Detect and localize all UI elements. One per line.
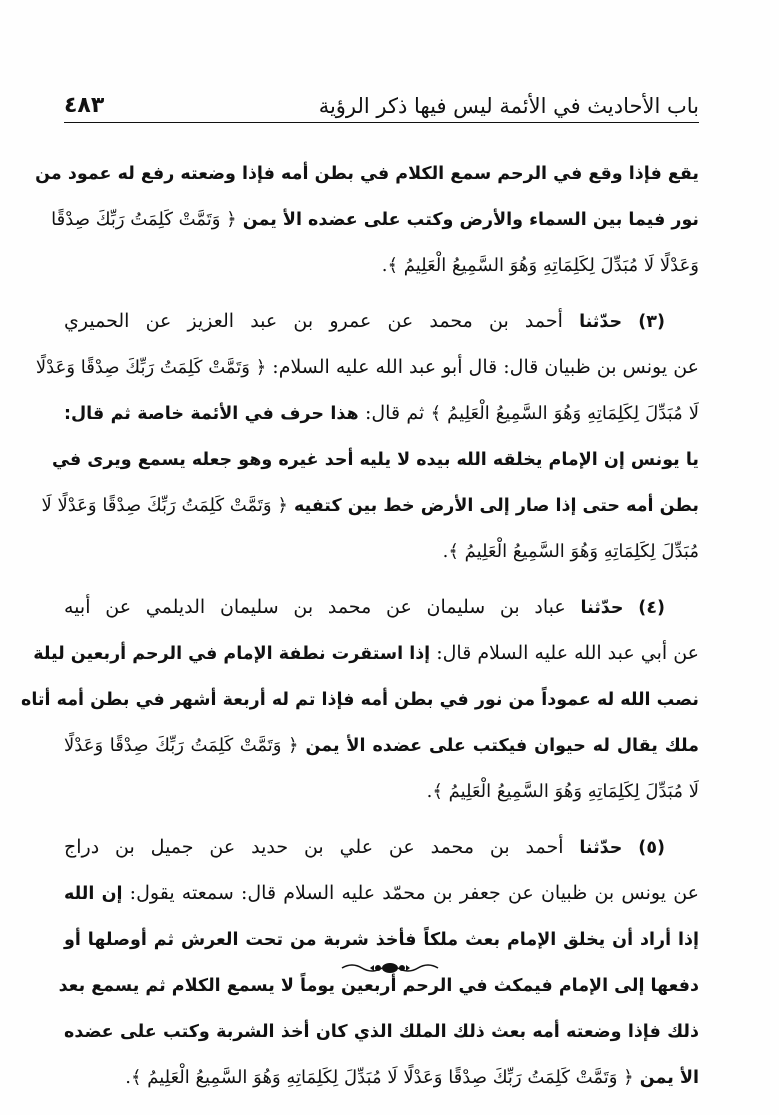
page-body bbox=[21, 150, 699, 1100]
text-line bbox=[52, 436, 699, 482]
running-header bbox=[64, 84, 699, 118]
text-line bbox=[64, 916, 699, 962]
text-line bbox=[64, 1054, 699, 1100]
hadith-number: (٥) bbox=[622, 838, 665, 858]
text-segment: عباد بن سليمان عن محمد بن سليمان الديلمي عن أبيه bbox=[64, 596, 581, 618]
text-segment: حدّثنا bbox=[580, 598, 624, 618]
paragraph-gap bbox=[64, 288, 699, 298]
paragraph-gap bbox=[64, 814, 699, 824]
quran-verse: ﴿ وَتَمَّتْ كَلِمَتُ رَبِّكَ صِدْقًا وَعَدْلًا bbox=[35, 357, 267, 378]
text-line bbox=[35, 150, 699, 196]
text-line bbox=[64, 242, 699, 288]
quran-verse: وَعَدْلًا لَا مُبَدِّلَ لِكَلِمَاتِهِ وَهُوَ السَّمِيعُ الْعَلِيمُ ﴾. bbox=[381, 255, 699, 276]
text-segment: عن يونس بن ظبيان عن جعفر بن محمّد عليه السلام قال: سمعته يقول: bbox=[122, 882, 699, 904]
text-line bbox=[64, 298, 699, 344]
quran-verse: لَا مُبَدِّلَ لِكَلِمَاتِهِ وَهُوَ السَّمِيعُ الْعَلِيمُ ﴾ bbox=[430, 403, 699, 424]
hadith-number: (٤) bbox=[623, 598, 665, 618]
text-segment: دفعها إلى الإمام فيمكث في الرحم أربعين يوماً لا يسمع الكلام ثم يسمع بعد bbox=[58, 976, 699, 996]
text-line bbox=[64, 722, 699, 768]
text-line bbox=[64, 390, 699, 436]
text-segment: ذلك فإذا وضعته أمه بعث ذلك الملك الذي كان أخذ الشربة وكتب على عضده bbox=[64, 1022, 699, 1042]
text-segment: أحمد بن محمد عن علي بن حديد عن جميل بن دراج bbox=[64, 836, 580, 858]
quran-verse: لَا مُبَدِّلَ لِكَلِمَاتِهِ وَهُوَ السَّمِيعُ الْعَلِيمُ ﴾. bbox=[426, 781, 699, 802]
text-line bbox=[33, 630, 699, 676]
paragraph-gap bbox=[64, 574, 699, 584]
page-number: ٤٨٣ bbox=[64, 93, 105, 118]
header-rule bbox=[64, 122, 699, 123]
text-line bbox=[41, 482, 699, 528]
text-segment: عن يونس بن ظبيان قال: قال أبو عبد الله عليه السلام: bbox=[266, 356, 699, 378]
text-line bbox=[51, 196, 699, 242]
hadith-number: (٣) bbox=[622, 312, 665, 332]
ornament-svg bbox=[340, 960, 440, 976]
text-segment: حدّثنا bbox=[579, 312, 623, 332]
text-line bbox=[64, 1008, 699, 1054]
paragraph bbox=[21, 584, 699, 814]
text-segment: إذا استقرت نطفة الإمام في الرحم أربعين ليلة bbox=[33, 644, 431, 664]
quran-verse: ﴿ وَتَمَّتْ كَلِمَتُ رَبِّكَ صِدْقًا وَعَدْلًا bbox=[64, 735, 299, 756]
chapter-title: باب الأحاديث في الأئمة ليس فيها ذكر الرؤية bbox=[318, 94, 699, 118]
text-segment: يقع فإذا وقع في الرحم سمع الكلام في بطن أمه فإذا وضعته رفع له عمود من bbox=[35, 164, 699, 184]
quran-verse: ﴿ وَتَمَّتْ كَلِمَتُ رَبِّكَ صِدْقًا bbox=[51, 209, 237, 230]
text-segment: ملك يقال له حيوان فيكتب على عضده الأ يمن bbox=[298, 736, 699, 756]
quran-verse: ﴿ وَتَمَّتْ كَلِمَتُ رَبِّكَ صِدْقًا وَعَدْلًا لَا bbox=[41, 495, 288, 516]
text-segment: هذا حرف في الأئمة خاصة ثم قال: bbox=[64, 404, 359, 424]
text-segment: إن الله bbox=[64, 884, 123, 904]
text-segment: حدّثنا bbox=[579, 838, 623, 858]
text-segment: أحمد بن محمد عن عمرو بن عبد العزيز عن الحميري bbox=[64, 310, 580, 332]
text-segment: يا يونس إن الإمام يخلقه الله بيده لا يليه أحد غيره وهو جعله يسمع ويرى في bbox=[52, 450, 699, 470]
text-line bbox=[64, 768, 699, 814]
quran-verse: ﴿ وَتَمَّتْ كَلِمَتُ رَبِّكَ صِدْقًا وَعَدْلًا لَا مُبَدِّلَ لِكَلِمَاتِهِ وَهُوَ السَّمِيعُ الْعَلِيمُ ﴾. bbox=[125, 1067, 634, 1088]
paragraph bbox=[35, 150, 699, 288]
text-segment: ثم قال: bbox=[358, 402, 431, 424]
text-segment: بطن أمه حتى إذا صار إلى الأرض خط بين كتفيه bbox=[287, 496, 699, 516]
text-segment: نصب الله له عموداً من نور في بطن أمه فإذا تم له أربعة أشهر في بطن أمه أتاه bbox=[21, 690, 699, 710]
text-line bbox=[64, 528, 699, 574]
text-line bbox=[64, 870, 699, 916]
text-line bbox=[64, 824, 699, 870]
text-line bbox=[64, 584, 699, 630]
text-segment: إذا أراد أن يخلق الإمام بعث ملكاً فأخذ شربة من تحت العرش ثم أوصلها أو bbox=[64, 930, 699, 950]
paragraph bbox=[35, 298, 699, 574]
text-line bbox=[21, 676, 699, 722]
quran-verse: مُبَدِّلَ لِكَلِمَاتِهِ وَهُوَ السَّمِيعُ الْعَلِيمُ ﴾. bbox=[442, 541, 699, 562]
text-line bbox=[35, 344, 699, 390]
text-segment: عن أبي عبد الله عليه السلام قال: bbox=[430, 642, 699, 664]
text-segment: نور فيما بين السماء والأرض وكتب على عضده الأ يمن bbox=[236, 210, 699, 230]
ornament-divider-icon bbox=[0, 960, 779, 976]
text-segment: الأ يمن bbox=[633, 1068, 699, 1088]
